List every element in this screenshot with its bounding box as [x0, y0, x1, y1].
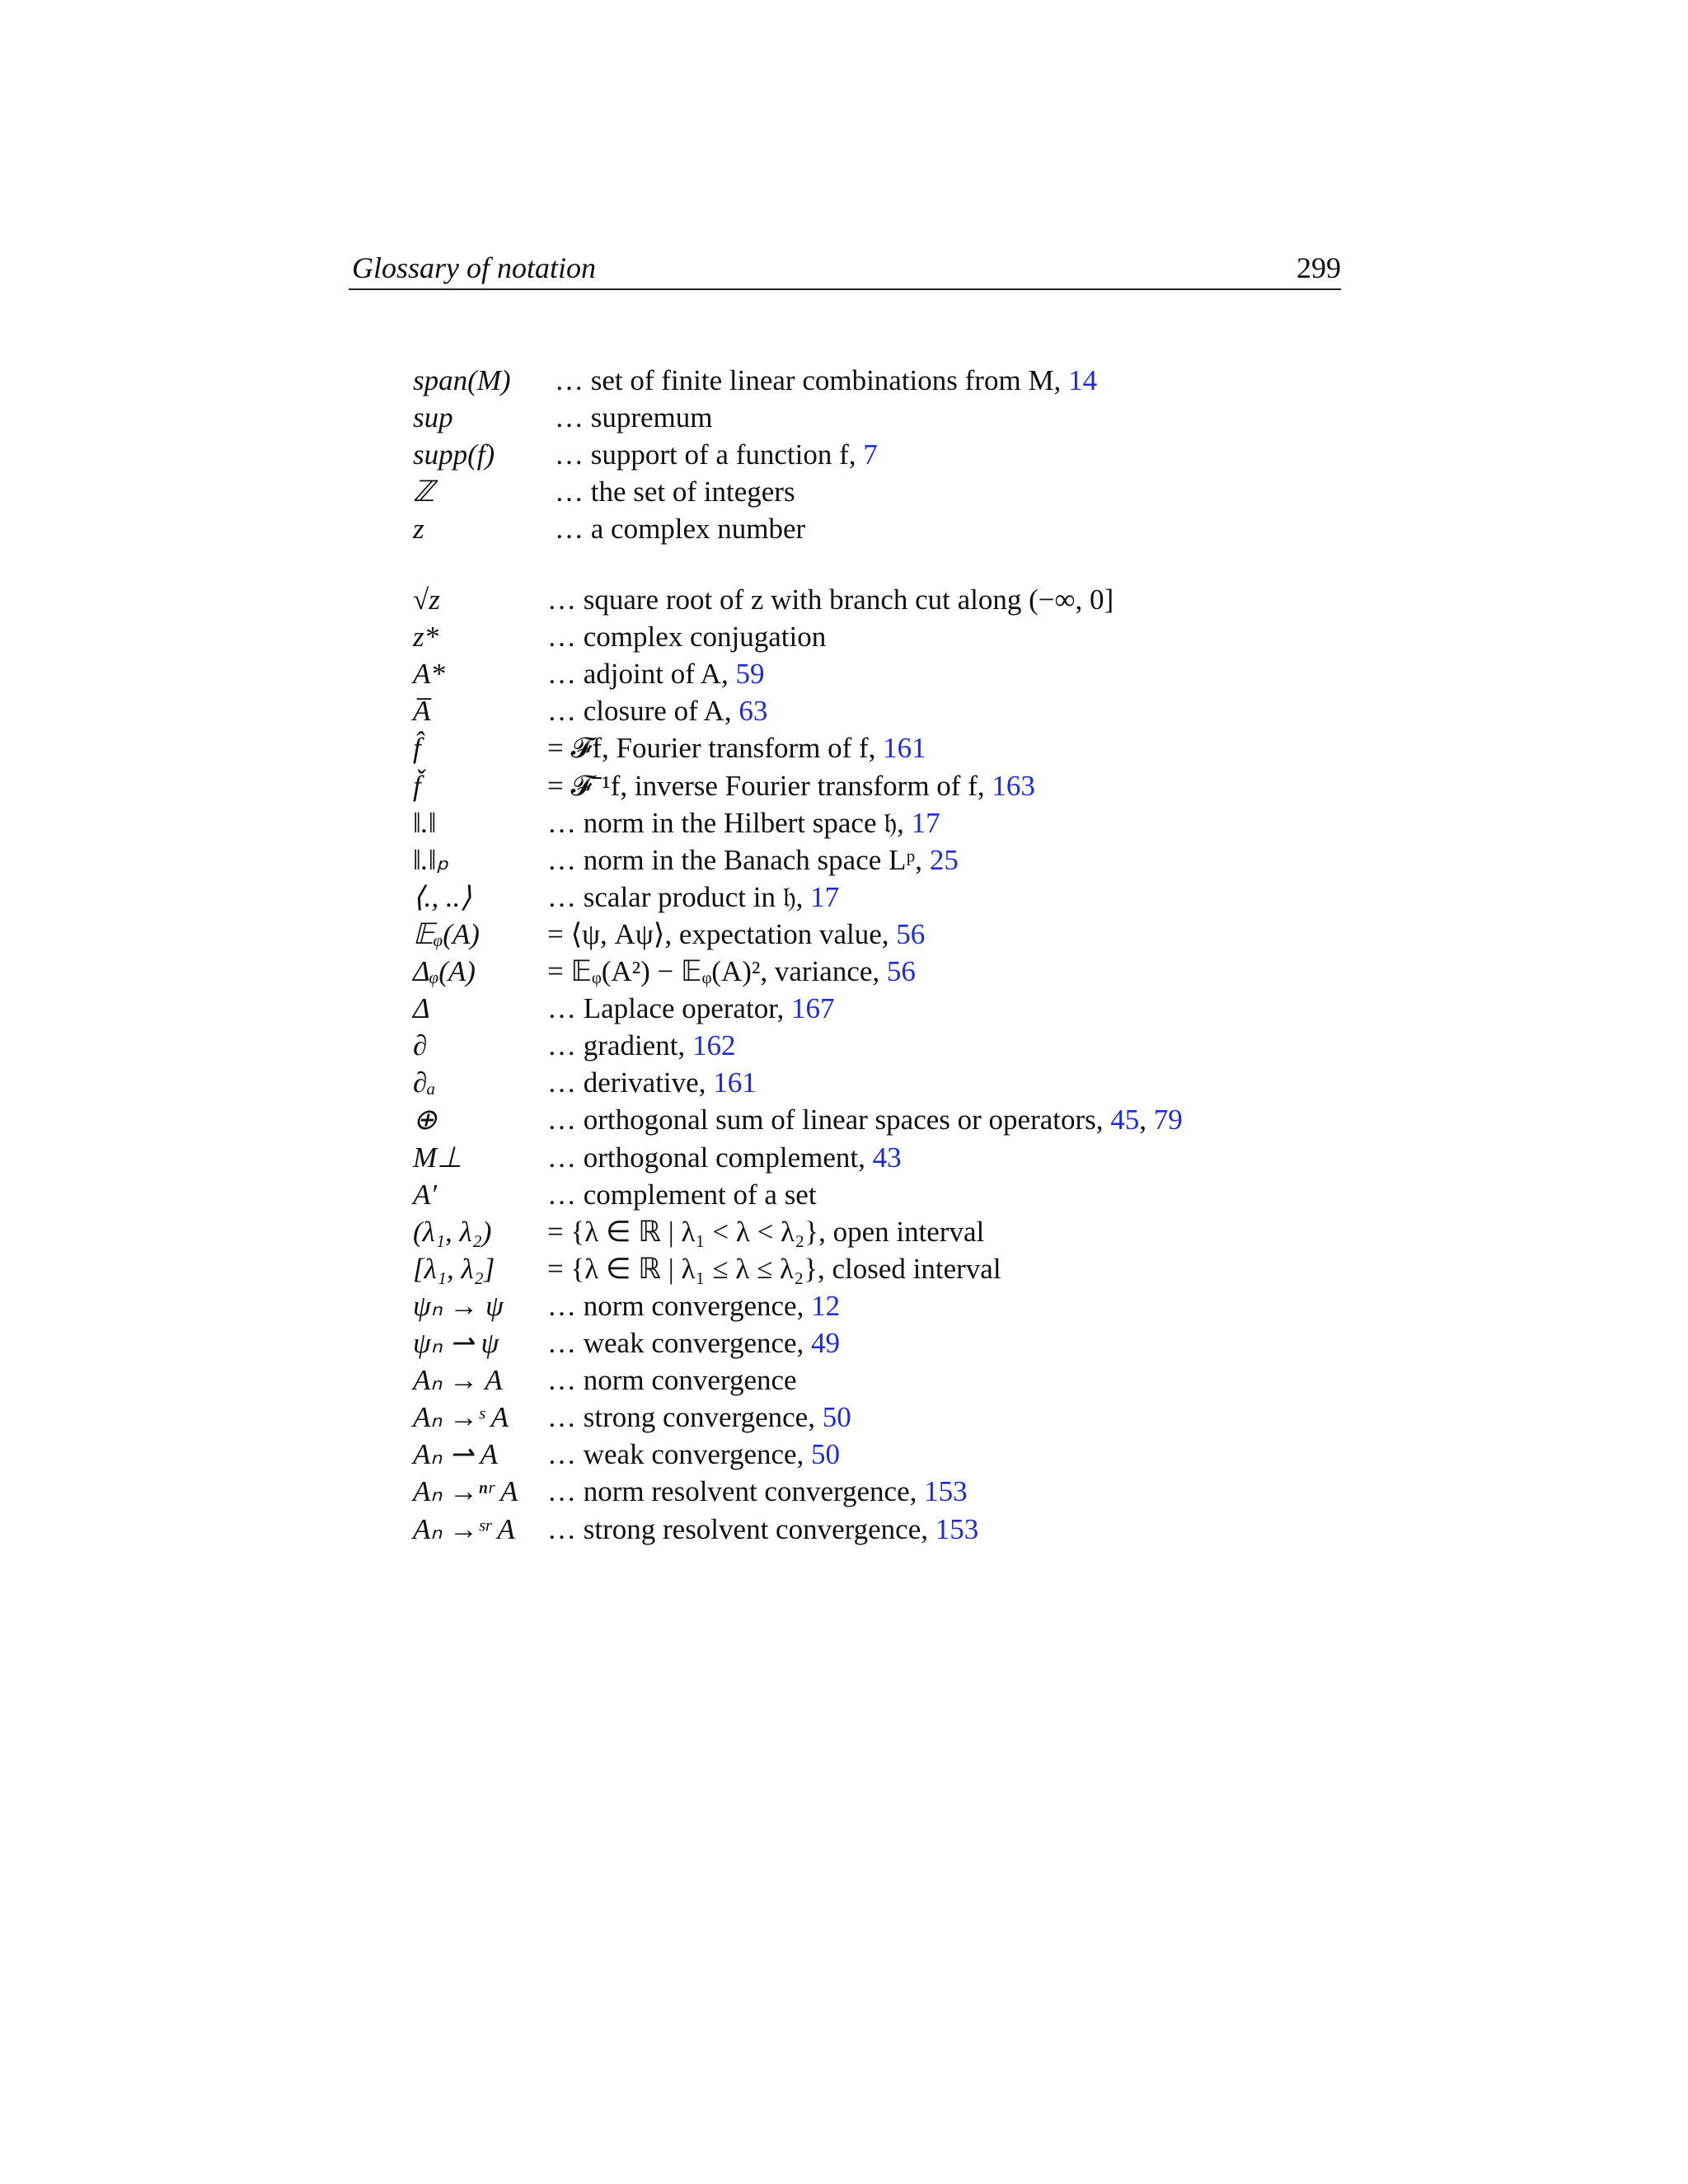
description-text: … norm convergence	[547, 1364, 797, 1397]
description-text: … norm in the Hilbert space 𝔥,	[547, 806, 904, 839]
description-text: … orthogonal complement,	[547, 1141, 865, 1174]
description-text: = 𝓕f, Fourier transform of f,	[547, 732, 876, 765]
description-text: = 𝔼ᵩ(A²) − 𝔼ᵩ(A)², variance,	[547, 955, 880, 987]
notation-symbol: f̌	[413, 769, 421, 802]
description-text: … orthogonal sum of linear spaces or operators,	[547, 1104, 1104, 1137]
description-text: … complement of a set	[547, 1178, 817, 1211]
description-text: … weak convergence,	[547, 1438, 804, 1471]
notation-description	[547, 1436, 840, 1473]
notation-symbol: Aₙ ⇀ A	[413, 1438, 498, 1471]
notation-symbol: span(M)	[413, 364, 511, 396]
notation-symbol: Aₙ →ⁿʳ A	[413, 1475, 518, 1508]
notation-symbol: sup	[413, 401, 453, 434]
notation-symbol: A′	[413, 1178, 438, 1211]
notation-symbol: [λ₁, λ₂]	[413, 1252, 495, 1285]
description-text: = 𝓕⁻¹f, inverse Fourier transform of f,	[547, 769, 985, 802]
description-text: … norm resolvent convergence,	[547, 1475, 917, 1508]
description-text: = {λ ∈ ℝ | λ₁ < λ < λ₂}, open interval	[547, 1215, 985, 1248]
running-header	[349, 246, 1341, 290]
notation-symbol: Aₙ → A	[413, 1364, 503, 1397]
page-reference-link[interactable]: 153	[924, 1475, 968, 1508]
notation-symbol: A̅	[413, 695, 431, 728]
page-reference-link[interactable]: 167	[790, 992, 835, 1025]
notation-symbol: Δᵩ(A)	[413, 955, 476, 987]
description-text: … the set of integers	[555, 476, 795, 508]
page-reference-link[interactable]: 25	[929, 843, 959, 876]
notation-symbol: 𝔼ᵩ(A)	[413, 917, 480, 950]
notation-symbol: ‖.‖	[413, 806, 437, 839]
description-text: = ⟨ψ, Aψ⟩, expectation value,	[547, 917, 889, 950]
page-reference-link[interactable]: 12	[811, 1289, 841, 1322]
notation-symbol: ψₙ → ψ	[413, 1289, 504, 1322]
page-reference-link[interactable]: 17	[810, 880, 840, 913]
description-text: … gradient,	[547, 1029, 686, 1062]
page-reference-link[interactable]: 7	[863, 438, 878, 471]
description-text: … strong resolvent convergence,	[547, 1512, 928, 1545]
notation-symbol: f̂	[413, 732, 421, 765]
page-reference-link[interactable]: 49	[811, 1327, 841, 1359]
notation-description	[547, 1362, 797, 1399]
notation-symbol: Δ	[413, 992, 430, 1025]
description-text: … a complex number	[555, 513, 806, 545]
notation-symbol: (λ₁, λ₂)	[413, 1215, 492, 1248]
notation-description	[547, 1511, 978, 1548]
description-text: … supremum	[555, 401, 713, 434]
page-reference-link[interactable]: 59	[735, 658, 765, 691]
description-text: … Laplace operator,	[547, 992, 785, 1025]
notation-symbol: A*	[413, 658, 445, 691]
notation-symbol: ∂	[413, 1029, 428, 1062]
page-reference-link[interactable]: 14	[1068, 364, 1098, 396]
description-text: … closure of A,	[547, 695, 732, 728]
notation-description	[555, 511, 805, 547]
description-text: … norm in the Banach space Lᵖ,	[547, 843, 923, 876]
page-reference-link[interactable]: 161	[883, 732, 926, 765]
notation-symbol: ∂ₐ	[413, 1066, 436, 1099]
description-text: … scalar product in 𝔥,	[547, 880, 804, 913]
notation-description	[547, 656, 764, 692]
page-reference-link[interactable]: 50	[822, 1401, 851, 1434]
notation-symbol: ψₙ ⇀ ψ	[413, 1327, 499, 1359]
notation-description	[547, 1251, 1001, 1287]
page-reference-link[interactable]: 45	[1110, 1104, 1140, 1137]
notation-description	[547, 1214, 984, 1250]
description-text: … weak convergence,	[547, 1327, 804, 1359]
notation-symbol: ⊕	[413, 1104, 438, 1137]
notation-description	[547, 842, 959, 879]
description-text: … set of finite linear combinations from M,	[555, 364, 1062, 396]
notation-symbol: ℤ	[413, 476, 435, 508]
page-reference-link[interactable]: 56	[886, 955, 916, 987]
page-reference-link[interactable]: 162	[692, 1029, 736, 1062]
notation-description	[555, 474, 795, 510]
notation-symbol: ⟨., ..⟩	[413, 880, 472, 913]
description-text: … complex conjugation	[547, 621, 827, 654]
notation-description	[547, 582, 1114, 618]
notation-description	[547, 879, 839, 916]
page-reference-link[interactable]: 153	[935, 1512, 979, 1545]
description-text: … norm convergence,	[547, 1289, 804, 1322]
notation-symbol: Aₙ →ˢ A	[413, 1401, 509, 1434]
notation-description	[547, 1028, 735, 1064]
page-reference-link[interactable]: 79	[1153, 1104, 1183, 1137]
notation-description	[547, 954, 916, 990]
description-text: … support of a function f,	[555, 438, 856, 471]
page-number: 299	[1296, 251, 1341, 284]
page-reference-link[interactable]: 163	[992, 769, 1035, 802]
notation-symbol: Aₙ →ˢʳ A	[413, 1512, 515, 1545]
notation-description	[547, 1288, 840, 1324]
page-reference-link[interactable]: 56	[896, 917, 926, 950]
running-title: Glossary of notation	[352, 251, 597, 284]
notation-symbol: √z	[413, 583, 440, 616]
page-reference-link[interactable]: 50	[811, 1438, 841, 1471]
notation-description	[547, 1325, 840, 1361]
notation-description	[555, 400, 713, 436]
notation-description	[547, 730, 926, 766]
description-text: … square root of z with branch cut along (−∞, 0]	[547, 583, 1114, 616]
notation-description	[547, 1140, 902, 1176]
notation-description	[555, 437, 878, 473]
description-text: … derivative,	[547, 1066, 706, 1099]
notation-description	[547, 991, 834, 1027]
notation-description	[547, 805, 940, 841]
notation-description	[547, 916, 925, 953]
notation-description	[547, 619, 826, 655]
notation-symbol: z*	[413, 621, 439, 654]
notation-description	[547, 1399, 851, 1436]
description-text: = {λ ∈ ℝ | λ₁ ≤ λ ≤ λ₂}, closed interval	[547, 1252, 1001, 1285]
description-text: … strong convergence,	[547, 1401, 815, 1434]
notation-symbol: supp(f)	[413, 438, 495, 471]
page-reference-link[interactable]: 161	[713, 1066, 757, 1099]
notation-description	[547, 693, 767, 729]
notation-description	[555, 363, 1097, 399]
notation-description: … orthogonal sum of linear spaces or operators, 45, 79	[547, 1104, 1183, 1137]
notation-description	[547, 1474, 968, 1510]
notation-description	[547, 768, 1035, 804]
notation-symbol: ‖.‖ₚ	[413, 843, 449, 876]
notation-description	[547, 1065, 757, 1101]
description-text: … adjoint of A,	[547, 658, 729, 691]
page-reference-link[interactable]: 43	[872, 1141, 902, 1174]
notation-symbol: M⊥	[413, 1141, 462, 1174]
notation-symbol: z	[413, 513, 424, 545]
page-reference-link[interactable]: 63	[738, 695, 768, 728]
notation-description	[547, 1177, 817, 1213]
page-reference-link[interactable]: 17	[911, 806, 940, 839]
